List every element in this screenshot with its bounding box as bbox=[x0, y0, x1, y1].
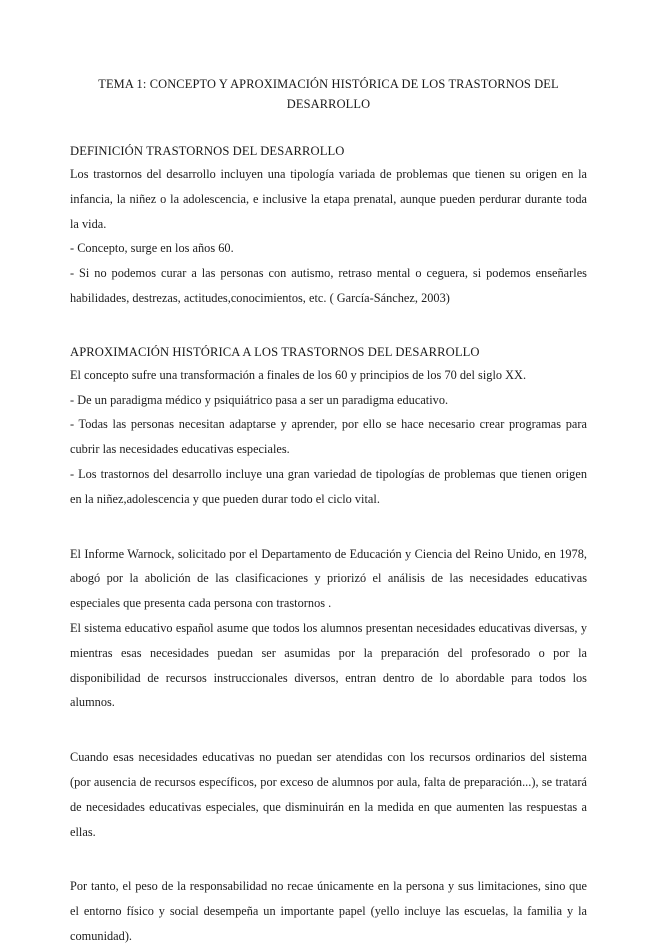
bullet-garcia-sanchez: - Si no podemos curar a las personas con autismo, retraso mental o ceguera, si podemos enseñarles habilidades, destrezas, actitudes,conocimientos, etc. ( García-Sánchez, 2003) bbox=[70, 266, 587, 305]
document-title: TEMA 1: CONCEPTO Y APROXIMACIÓN HISTÓRICA DE LOS TRASTORNOS DEL DESARROLLO bbox=[98, 77, 559, 111]
spacer bbox=[70, 512, 587, 542]
paragraph-responsabilidad-entorno: Por tanto, el peso de la responsabilidad no recae únicamente en la persona y sus limitaciones, sino que el entorno físico y social desempeña un importante papel (yello incluye las escuelas, la familia y la comunidad). bbox=[70, 879, 587, 943]
section-heading-definicion: DEFINICIÓN TRASTORNOS DEL DESARROLLO bbox=[70, 144, 345, 158]
spacer bbox=[70, 844, 587, 874]
bullet-concepto-anios-60: - Concepto, surge en los años 60. bbox=[70, 241, 234, 256]
bullet-paradigma-educativo: - De un paradigma médico y psiquiátrico pasa a ser un paradigma educativo. bbox=[70, 392, 449, 407]
paragraph-transformacion-concepto: El concepto sufre una transformación a finales de los 60 y principios de los 70 del siglo XX. bbox=[70, 367, 527, 382]
paragraph-informe-warnock: El Informe Warnock, solicitado por el Departamento de Educación y Ciencia del Reino Unido, en 1978, abogó por la abolición de las clasificaciones y priorizó el análisis de las necesidades educativas especiales que presenta cada persona con trastornos . bbox=[70, 546, 587, 611]
paragraph-definicion-intro: Los trastornos del desarrollo incluyen una tipología variada de problemas que tienen su origen en la infancia, la niñez o la adolescencia, e inclusive la etapa prenatal, aunque pueden perdurar durante toda la vida. bbox=[70, 167, 587, 231]
paragraph-recursos-ordinarios: Cuando esas necesidades educativas no puedan ser atendidas con los recursos ordinarios del sistema (por ausencia de recursos específicos, por exceso de alumnos por aula, falta de preparación...), se tratará de necesidades educativas especiales, que disminuirán en la medida en que aumenten las respuestas a ellas. bbox=[70, 750, 587, 839]
bullet-tipologias-ciclo-vital: - Los trastornos del desarrollo incluye una gran variedad de tipologías de problemas que tienen origen en la niñez,adolescencia y que pueden durar todo el ciclo vital. bbox=[70, 466, 587, 506]
section-heading-aproximacion: APROXIMACIÓN HISTÓRICA A LOS TRASTORNOS DEL DESARROLLO bbox=[70, 344, 480, 359]
spacer bbox=[70, 715, 587, 745]
paragraph-sistema-educativo-espanol: El sistema educativo español asume que todos los alumnos presentan necesidades educativas diversas, y mientras esas necesidades puedan ser asumidas por la preparación del profesorado o por la disponibilidad de recursos instruccionales diversos, entran dentro de lo abordable para todos los alumnos. bbox=[70, 620, 587, 710]
bullet-programas-necesidades: - Todas las personas necesitan adaptarse y aprender, por ello se hace necesario crear programas para cubrir las necesidades educativas especiales. bbox=[70, 417, 587, 457]
spacer bbox=[70, 311, 587, 341]
spacer bbox=[70, 114, 587, 140]
